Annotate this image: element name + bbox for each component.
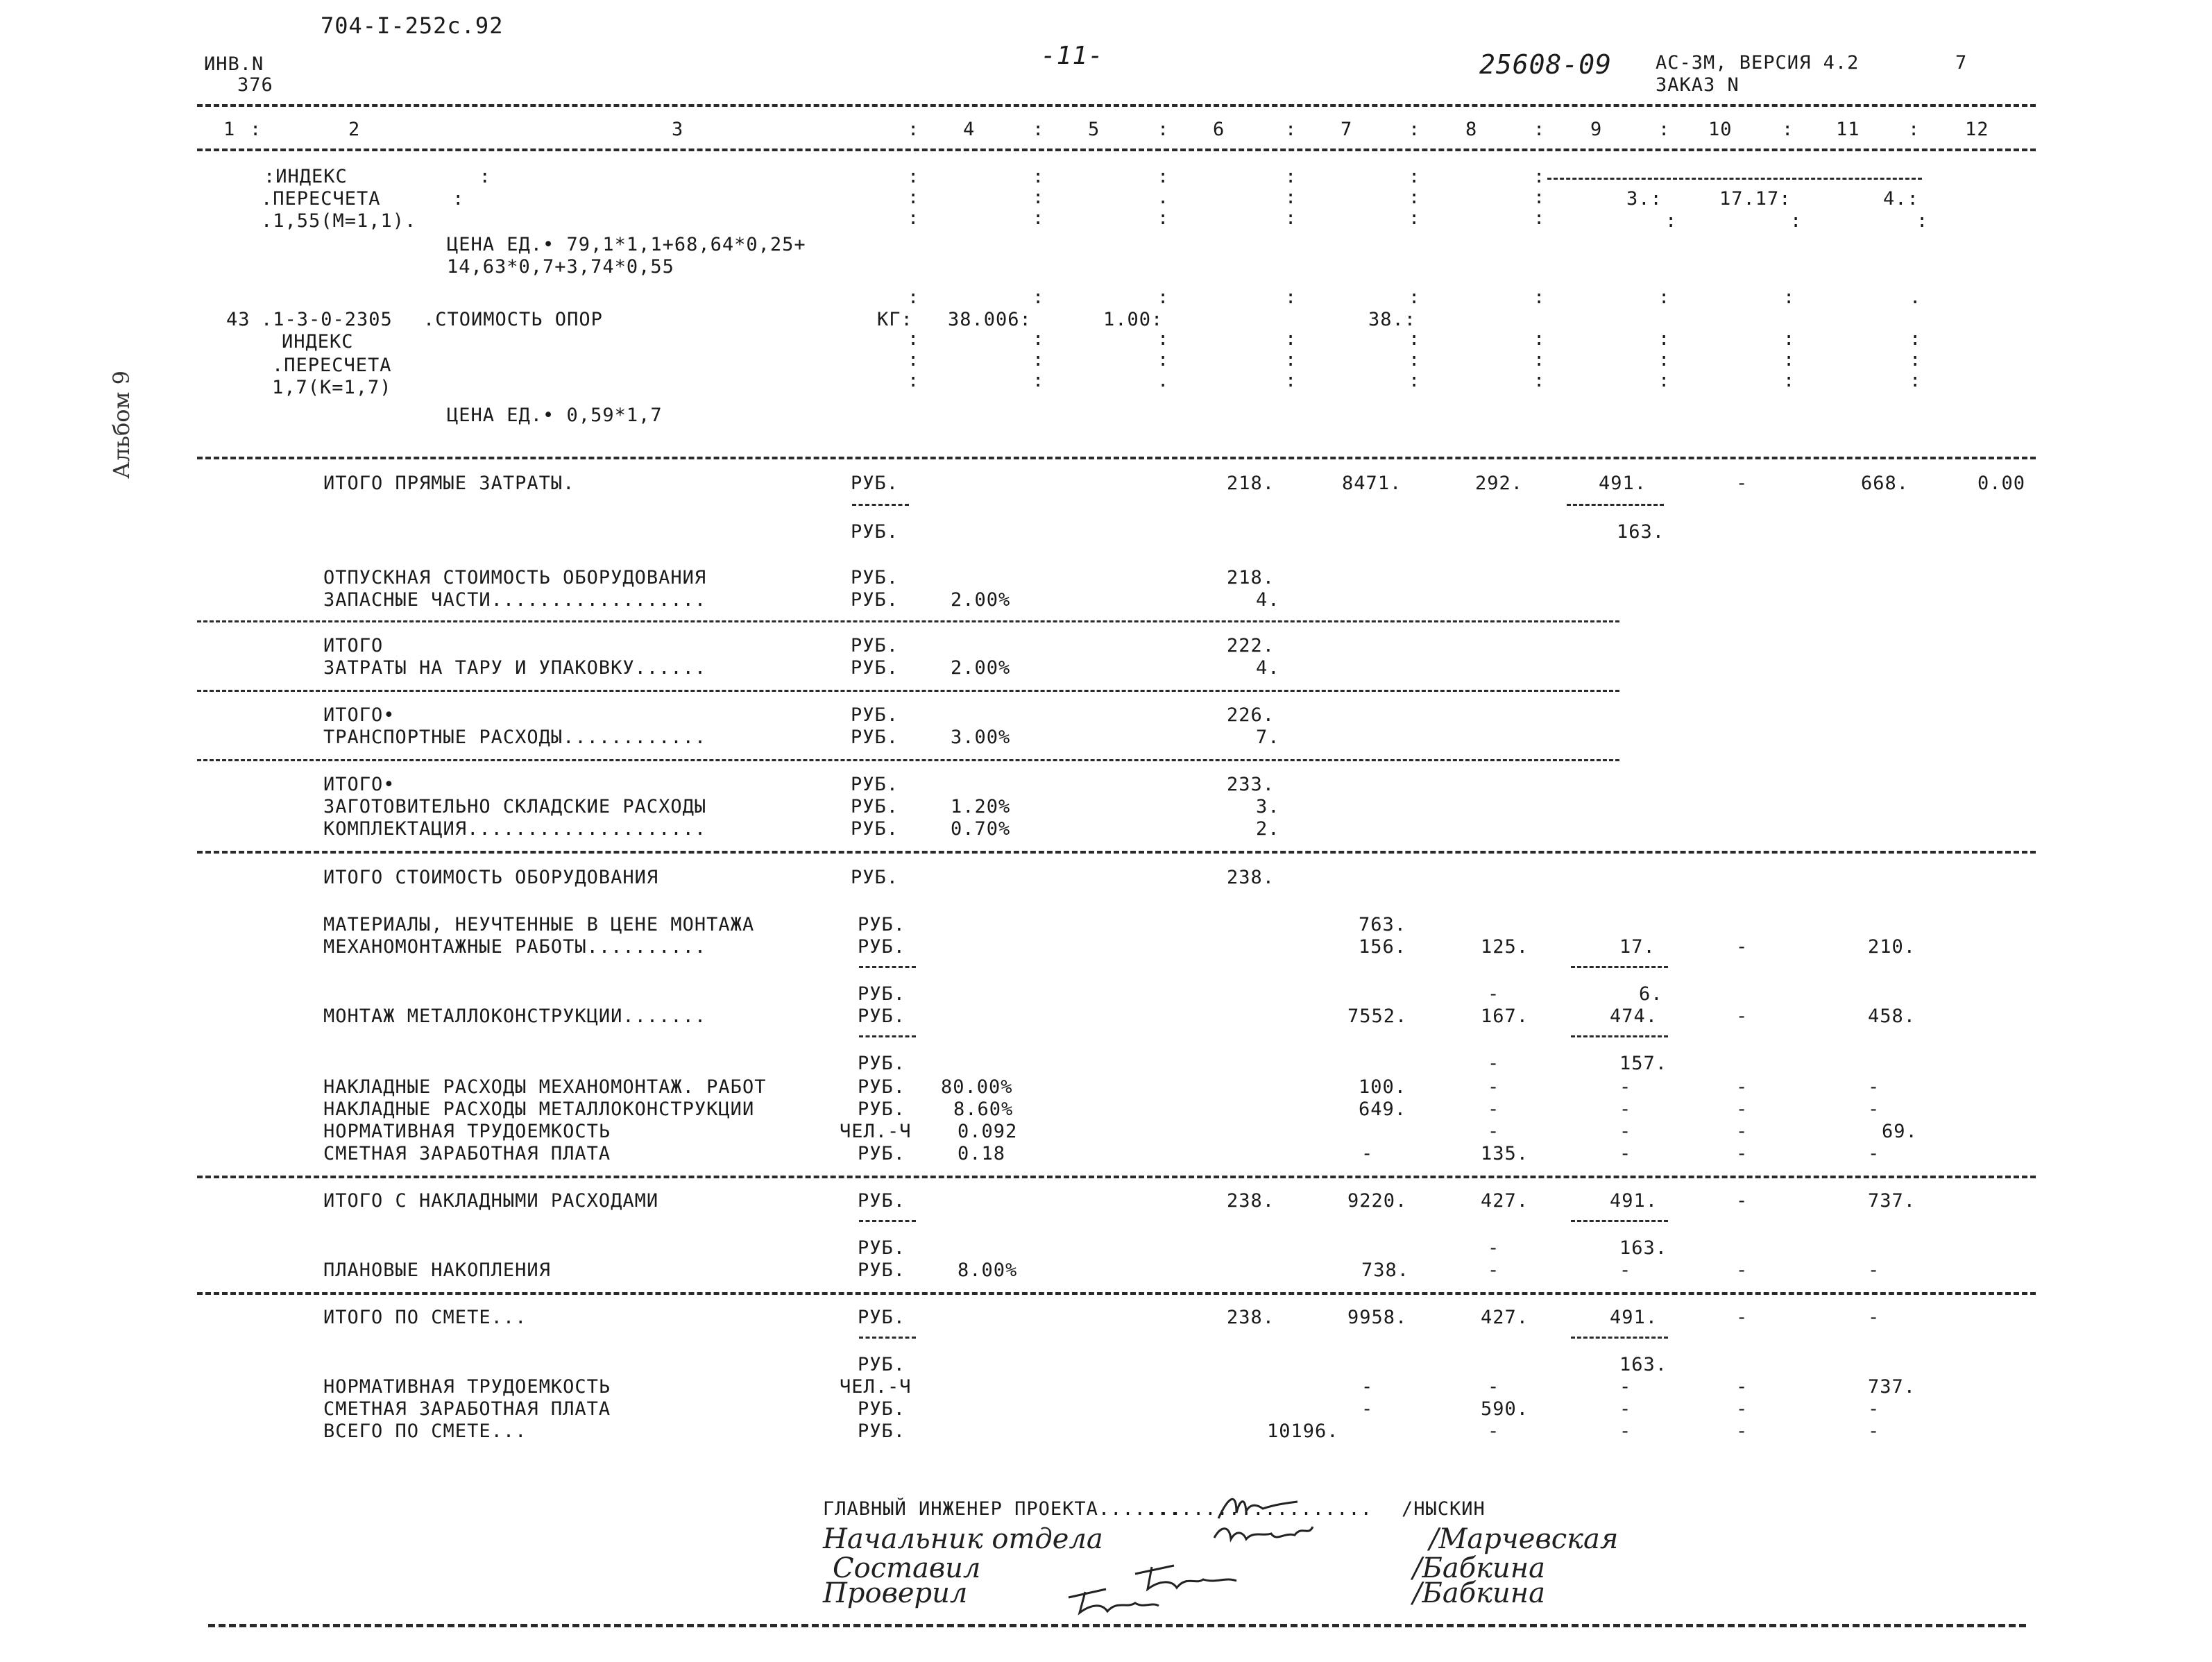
sheet-number: 7 <box>1955 52 1968 74</box>
summary-percent: 2.00% <box>951 657 1011 679</box>
chief-engineer-name: /НЫСКИН <box>1402 1498 1486 1520</box>
department-head-name: /Марчевская <box>1429 1523 1619 1555</box>
summary-col8: 125. <box>1481 936 1529 958</box>
summary-label: НАКЛАДНЫЕ РАСХОДЫ МЕТАЛЛОКОНСТРУКЦИИ <box>323 1099 755 1120</box>
summary-col6: 4. <box>1256 589 1280 611</box>
footer-rule <box>208 1624 2026 1627</box>
summary-col9: 474. <box>1610 1006 1658 1027</box>
item-index-label: ИНДЕКС <box>282 331 354 353</box>
summary-col8: 167. <box>1481 1006 1529 1027</box>
summary-label: ИТОГО С НАКЛАДНЫМИ РАСХОДАМИ <box>323 1190 659 1212</box>
summary-col9: 491. <box>1599 473 1647 494</box>
summary-label: ОТПУСКНАЯ СТОИМОСТЬ ОБОРУДОВАНИЯ <box>323 567 707 588</box>
album-side-label: Альбом 9 <box>108 371 135 479</box>
summary-col6: 10196. <box>1267 1421 1339 1442</box>
item-recalc-label: .ПЕРЕСЧЕТА <box>272 355 392 376</box>
summary-col7: 8471. <box>1342 473 1402 494</box>
summary-col6: 226. <box>1227 704 1275 726</box>
album-code: 704-I-252с.92 <box>321 12 504 39</box>
summary-percent: 0.18 <box>958 1143 1006 1164</box>
inventory-number: 376 <box>237 74 273 96</box>
summary-col10: - <box>1736 1076 1749 1098</box>
summary-label: МАТЕРИАЛЫ, НЕУЧТЕННЫЕ В ЦЕНЕ МОНТАЖА <box>323 914 755 935</box>
summary-col10: - <box>1736 1260 1749 1281</box>
summary-col7: - <box>1361 1376 1374 1398</box>
summary-col12: 0.00 <box>1977 473 2026 494</box>
chief-engineer-label: ГЛАВНЫЙ ИНЖЕНЕР ПРОЕКТА....... <box>823 1498 1182 1520</box>
summary-label: НОРМАТИВНАЯ ТРУДОЕМКОСТЬ <box>323 1376 611 1398</box>
item-price-formula: ЦЕНА ЕД.• 0,59*1,7 <box>447 405 663 426</box>
summary-col10: - <box>1736 473 1749 494</box>
summary-unit: ЧЕЛ.-Ч <box>840 1121 912 1142</box>
summary-col9: - <box>1619 1421 1632 1442</box>
summary-label: ИТОГО• <box>323 774 395 795</box>
summary-col6: 3. <box>1256 796 1280 817</box>
summary-unit: РУБ. <box>858 1398 906 1420</box>
summary-col11: 210. <box>1868 936 1916 958</box>
summary-col8: - <box>1488 1121 1500 1142</box>
summary-label: ПЛАНОВЫЕ НАКОПЛЕНИЯ <box>323 1260 551 1281</box>
summary-col9: - <box>1619 1398 1632 1420</box>
item-coefficient-value: 1.00: <box>1103 309 1164 330</box>
summary-unit: РУБ. <box>851 657 899 679</box>
summary-col9: - <box>1619 1099 1632 1120</box>
summary-label: ИТОГО ПРЯМЫЕ ЗАТРАТЫ. <box>323 473 575 494</box>
summary-col10: - <box>1736 1376 1749 1398</box>
summary-col8: 590. <box>1481 1398 1529 1420</box>
summary-label: НОРМАТИВНАЯ ТРУДОЕМКОСТЬ <box>323 1121 611 1142</box>
summary-unit: РУБ. <box>858 1421 906 1442</box>
summary-col10: - <box>1736 1398 1749 1420</box>
summary-label: ИТОГО СТОИМОСТЬ ОБОРУДОВАНИЯ <box>323 867 659 888</box>
summary-unit: РУБ. <box>851 867 899 888</box>
handwritten-signatures <box>1055 1470 1346 1622</box>
department-head-label: Начальник отдела <box>823 1523 1103 1555</box>
summary-percent: 2.00% <box>951 589 1011 611</box>
summary-label: ЗАТРАТЫ НА ТАРУ И УПАКОВКУ...... <box>323 657 707 679</box>
item-price-formula: ЦЕНА ЕД.• 79,1*1,1+68,64*0,25+ <box>447 234 806 255</box>
summary-col9: - <box>1619 1143 1632 1164</box>
order-label: ЗАКАЗ N <box>1656 74 1739 96</box>
summary-col10: - <box>1736 1006 1749 1027</box>
summary-col8: - <box>1488 1421 1500 1442</box>
item-code: .1-3-0-2305 <box>261 309 393 330</box>
summary-col9: 157. <box>1619 1053 1668 1074</box>
summary-percent: 1.20% <box>951 796 1011 817</box>
header-rule <box>197 104 2036 107</box>
column-number: 1 <box>223 119 236 140</box>
summary-col11: 668. <box>1861 473 1909 494</box>
column-number: 3 <box>672 119 684 140</box>
summary-col9: 6. <box>1639 983 1663 1005</box>
summary-percent: 80.00% <box>941 1076 1013 1098</box>
summary-col10: - <box>1736 1421 1749 1442</box>
summary-col10: - <box>1736 936 1749 958</box>
summary-unit: ЧЕЛ.-Ч <box>840 1376 912 1398</box>
summary-percent: 8.00% <box>958 1260 1018 1281</box>
summary-col7: 649. <box>1359 1099 1407 1120</box>
summary-col7: - <box>1361 1143 1374 1164</box>
summary-unit: РУБ. <box>858 1307 906 1328</box>
summary-col6: 233. <box>1227 774 1275 795</box>
summary-col7: 9220. <box>1347 1190 1408 1212</box>
item-value-col11: 4.: <box>1883 188 1919 210</box>
summary-unit: РУБ. <box>851 704 899 726</box>
summary-col6: 218. <box>1227 567 1275 588</box>
summary-unit: РУБ. <box>851 818 899 840</box>
item-number: 43 <box>226 309 250 330</box>
summary-col11: - <box>1868 1076 1880 1098</box>
summary-unit: РУБ. <box>858 1006 906 1027</box>
column-number: 5 <box>1088 119 1100 140</box>
column-number: 12 <box>1965 119 1989 140</box>
summary-col8: - <box>1488 983 1500 1005</box>
summary-unit: РУБ. <box>858 1237 906 1259</box>
summary-col11: 737. <box>1868 1376 1916 1398</box>
summary-col9: 491. <box>1610 1307 1658 1328</box>
column-header-rule <box>197 149 2036 151</box>
summary-col11: - <box>1868 1307 1880 1328</box>
item-unit: КГ: <box>877 309 913 330</box>
summary-col11: - <box>1868 1143 1880 1164</box>
page-number: -11- <box>1041 42 1104 70</box>
column-number: 2 <box>348 119 361 140</box>
summary-col9: 163. <box>1617 521 1665 543</box>
summary-label: МЕХАНОМОНТАЖНЫЕ РАБОТЫ.......... <box>323 936 707 958</box>
summary-label: ИТОГО ПО СМЕТЕ... <box>323 1307 527 1328</box>
summary-col11: 737. <box>1868 1190 1916 1212</box>
summary-col10: - <box>1736 1143 1749 1164</box>
summary-unit: РУБ. <box>851 635 899 656</box>
item-recalc-label: .ПЕРЕСЧЕТА : <box>261 188 465 210</box>
summary-label: КОМПЛЕКТАЦИЯ.................... <box>323 818 707 840</box>
checked-by-label: Проверил <box>823 1577 968 1609</box>
summary-col7: 156. <box>1359 936 1407 958</box>
summary-col9: 163. <box>1619 1354 1668 1375</box>
item-coefficient: 1,7(К=1,7) <box>272 377 392 398</box>
summary-col9: 17. <box>1619 936 1656 958</box>
item-value-col10: 17.17: <box>1719 188 1792 210</box>
summary-col9: - <box>1619 1376 1632 1398</box>
summary-col8: - <box>1488 1260 1500 1281</box>
column-number: 7 <box>1341 119 1353 140</box>
summary-col10: - <box>1736 1190 1749 1212</box>
summary-col8: - <box>1488 1237 1500 1259</box>
column-number: 10 <box>1708 119 1733 140</box>
summary-col11: - <box>1868 1398 1880 1420</box>
item-coefficient: .1,55(М=1,1). <box>261 210 417 232</box>
summary-col7: 9958. <box>1347 1307 1408 1328</box>
summary-unit: РУБ. <box>851 727 899 748</box>
summary-col6: 222. <box>1227 635 1275 656</box>
summary-col6: 4. <box>1256 657 1280 679</box>
summary-col6: 2. <box>1256 818 1280 840</box>
summary-label: ЗАГОТОВИТЕЛЬНО СКЛАДСКИЕ РАСХОДЫ <box>323 796 707 817</box>
summary-col9: 491. <box>1610 1190 1658 1212</box>
column-number: 9 <box>1590 119 1603 140</box>
column-number: 11 <box>1836 119 1860 140</box>
item-price-formula: 14,63*0,7+3,74*0,55 <box>447 256 674 278</box>
item-index-label: :ИНДЕКС : <box>264 166 491 187</box>
summary-col11: - <box>1868 1260 1880 1281</box>
summary-unit: РУБ. <box>851 567 899 588</box>
summary-label: СМЕТНАЯ ЗАРАБОТНАЯ ПЛАТА <box>323 1398 611 1420</box>
column-number: 4 <box>963 119 976 140</box>
summary-col6: 238. <box>1227 1190 1275 1212</box>
summary-unit: РУБ. <box>851 589 899 611</box>
summary-col10: - <box>1736 1099 1749 1120</box>
summary-col8: - <box>1488 1053 1500 1074</box>
summary-label: ИТОГО <box>323 635 384 656</box>
summary-unit: РУБ. <box>858 1354 906 1375</box>
summary-col9: - <box>1619 1076 1632 1098</box>
summary-unit: РУБ. <box>851 473 899 494</box>
summary-col8: 427. <box>1481 1190 1529 1212</box>
summary-unit: РУБ. <box>858 1190 906 1212</box>
compiled-by-label: Составил <box>833 1552 981 1584</box>
program-version: АС-3М, ВЕРСИЯ 4.2 <box>1656 52 1860 74</box>
summary-percent: 0.70% <box>951 818 1011 840</box>
summary-unit: РУБ. <box>851 796 899 817</box>
summary-col9: 163. <box>1619 1237 1668 1259</box>
summary-percent: 3.00% <box>951 727 1011 748</box>
checked-by-name: /Бабкина <box>1413 1577 1545 1609</box>
summary-label: НАКЛАДНЫЕ РАСХОДЫ МЕХАНОМОНТАЖ. РАБОТ <box>323 1076 767 1098</box>
summary-col7: 7552. <box>1347 1006 1408 1027</box>
section-rule <box>197 457 2036 459</box>
summary-unit: РУБ. <box>858 1143 906 1164</box>
summary-col8: 135. <box>1481 1143 1529 1164</box>
summary-col8: - <box>1488 1376 1500 1398</box>
summary-col9: - <box>1619 1121 1632 1142</box>
summary-col11: - <box>1868 1421 1880 1442</box>
inventory-label: ИНВ.N <box>204 53 264 75</box>
summary-col6: 238. <box>1227 1307 1275 1328</box>
summary-col8: - <box>1488 1099 1500 1120</box>
summary-col7: 100. <box>1359 1076 1407 1098</box>
summary-label: ИТОГО• <box>323 704 395 726</box>
summary-col8: 427. <box>1481 1307 1529 1328</box>
summary-unit: РУБ. <box>858 936 906 958</box>
compiled-by-name: /Бабкина <box>1413 1552 1545 1584</box>
item-quantity: 38.006: <box>948 309 1032 330</box>
summary-col7: - <box>1361 1398 1374 1420</box>
summary-percent: 0.092 <box>958 1121 1018 1142</box>
summary-col9: - <box>1619 1260 1632 1281</box>
item-value-col9: 3.: <box>1626 188 1662 210</box>
column-number: 6 <box>1213 119 1225 140</box>
summary-col8: - <box>1488 1076 1500 1098</box>
summary-unit: РУБ. <box>858 914 906 935</box>
summary-col8: 292. <box>1475 473 1524 494</box>
summary-col10: - <box>1736 1121 1749 1142</box>
summary-col11: 458. <box>1868 1006 1916 1027</box>
document-number: 25608-09 <box>1479 49 1613 80</box>
summary-label: ВСЕГО ПО СМЕТЕ... <box>323 1421 527 1442</box>
summary-label: ТРАНСПОРТНЫЕ РАСХОДЫ............ <box>323 727 707 748</box>
summary-unit: РУБ. <box>858 1260 906 1281</box>
summary-col6: 238. <box>1227 867 1275 888</box>
summary-col7: 763. <box>1359 914 1407 935</box>
item-name: .СТОИМОСТЬ ОПОР <box>423 309 603 330</box>
summary-unit: РУБ. <box>851 521 899 543</box>
summary-unit: РУБ. <box>858 1076 906 1098</box>
item-value-col7: 38.: <box>1368 309 1417 330</box>
summary-col11: 69. <box>1882 1121 1918 1142</box>
summary-unit: РУБ. <box>851 774 899 795</box>
summary-unit: РУБ. <box>858 1053 906 1074</box>
summary-col6: 218. <box>1227 473 1275 494</box>
summary-percent: 8.60% <box>953 1099 1014 1120</box>
summary-col7: 738. <box>1361 1260 1410 1281</box>
column-number: 8 <box>1465 119 1478 140</box>
summary-label: МОНТАЖ МЕТАЛЛОКОНСТРУКЦИИ....... <box>323 1006 707 1027</box>
summary-label: ЗАПАСНЫЕ ЧАСТИ.................. <box>323 589 707 611</box>
summary-unit: РУБ. <box>858 983 906 1005</box>
summary-label: СМЕТНАЯ ЗАРАБОТНАЯ ПЛАТА <box>323 1143 611 1164</box>
summary-unit: РУБ. <box>858 1099 906 1120</box>
chief-engineer-dots: ................... <box>1145 1498 1372 1520</box>
summary-col6: 7. <box>1256 727 1280 748</box>
summary-col10: - <box>1736 1307 1749 1328</box>
summary-col11: - <box>1868 1099 1880 1120</box>
